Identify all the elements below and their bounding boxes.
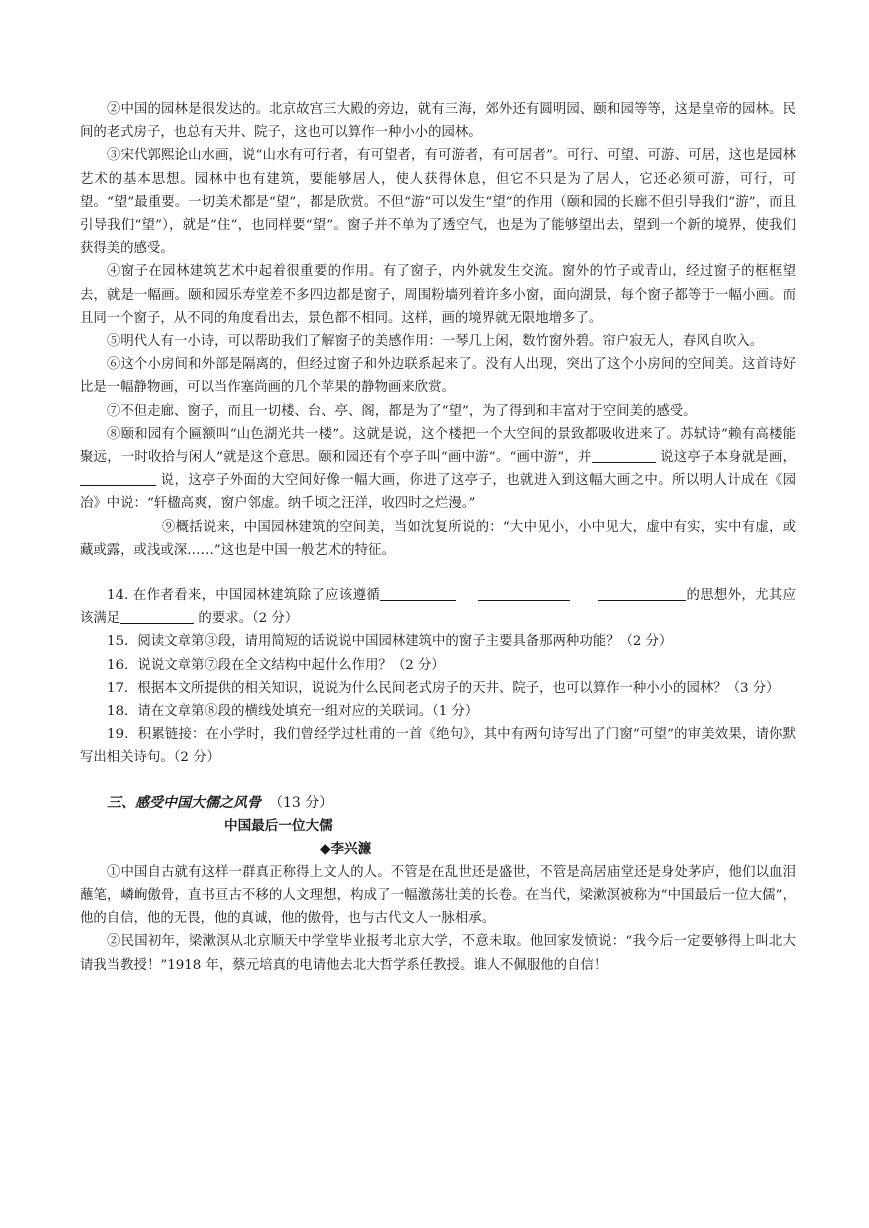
section-3-heading [80,792,796,815]
spacer [80,770,796,792]
answer-blank-q14-1[interactable] [380,586,456,601]
section-3-title: 三、感受中国大儒之风骨 [107,794,261,811]
fill-blank-conjunction-2[interactable] [80,471,156,486]
question-19: 19．积累链接：在小学时，我们曾经学过杜甫的一首《绝句》，其中有两句诗写出了门窗“可望”的审美效果，请你默写出相关诗句。（2 分） [80,727,796,766]
fill-blank-conjunction-1[interactable] [592,448,656,463]
question-14-part-2: 的思想外，尤其应该满足 [80,588,796,627]
exam-page [80,98,796,977]
passage-paragraph-3: ③宋代郭熙论山水画，说“山水有可行者，有可望者，有可游者，有可居者”。可行、可望、可游、可居，这也是园林艺术的基本思想。园林中也有建筑，要能够居人，使人获得休息，但它不只是为了居人，它还必须可游，可行，可望。“望”最重要。一切美术都是“望”，都是欣赏。不但“游”可以发生“望”的作用（颐和园的长廊不但引导我们“游”，而且引导我们“望”），就是“住”，也同样要“望”。窗子并不单为了透空气，也是为了能够望出去，望到一个新的境界，使我们获得美的感受。 [80,148,796,257]
question-14 [80,584,796,630]
answer-blank-q14-2[interactable] [478,586,570,601]
section-3-score: （13 分） [269,794,334,811]
passage-paragraph-6: ⑥这个小房间和外部是隔离的，但经过窗子和外边联系起来了。没有人出现，突出了这个小房间的空间美。这首诗好比是一幅静物画，可以当作塞尚画的几个苹果的静物画来欣赏。 [80,357,796,396]
question-14-part-3: 的要求。（2 分） [194,611,299,627]
question-17: 17．根据本文所提供的相关知识，说说为什么民间老式房子的天井、院子，也可以算作一种小小的园林？（3 分） [107,680,780,696]
article-paragraph-2: ②民国初年，梁漱溟从北京顺天中学堂毕业报考北京大学，不意未取。他回家发愤说：“我今后一定要够得上叫北大请我当教授！”1918 年，蔡元培真的电请他去北大哲学系任教授。谁人不佩服他的自信！ [80,934,796,973]
paragraph-8-part-1: ⑧颐和园有个匾额叫“山色湖光共一楼”。这就是说，这个楼把一个大空间的景致都吸收进来了。苏轼诗“赖有高楼能聚远，一时收拾与闲人”就是这个意思。颐和园还有个亭子叫“画中游”。“画中游”，并 [80,426,796,466]
article-paragraph-1: ①中国自古就有这样一群真正称得上文人的人。不管是在乱世还是盛世，不管是高居庙堂还是身处茅庐，他们以血泪蘸笔，嶙峋傲骨，直书亘古不移的人文理想，构成了一幅激荡壮美的长卷。在当代，梁漱溟被称为“中国最后一位大儒”，他的自信，他的无畏，他的真诚，他的傲骨，也与古代文人一脉相承。 [80,864,796,927]
answer-blank-q14-3[interactable] [598,586,686,601]
paragraph-8-part-2: 说这亭子本身就是画， [655,450,796,466]
passage-paragraph-2: ②中国的园林是很发达的。北京故宫三大殿的旁边，就有三海，郊外还有圆明园、颐和园等等，这是皇帝的园林。民间的老式房子，也总有天井、院子，这也可以算作一种小小的园林。 [80,102,796,141]
passage-paragraph-8 [80,423,796,516]
spacer [80,562,796,584]
passage-paragraph-4: ④窗子在园林建筑艺术中起着很重要的作用。有了窗子，内外就发生交流。窗外的竹子或青山，经过窗子的框框望去，就是一幅画。颐和园乐寿堂差不多四边都是窗子，周围粉墙列着许多小窗，面向湖景，每个窗子都等于一幅小画。而且同一个窗子，从不同的角度看出去，景色都不相同。这样，画的境界就无限地增多了。 [80,264,796,326]
paragraph-8-part-3: 说，这亭子外面的大空间好像一幅大画，你进了这亭子，也就进入到这幅大画之中。所以明人计成在《园冶》中说：“轩楹高爽，窗户邻虚。纳千顷之汪洋，收四时之烂漫。” [80,473,796,512]
passage-paragraph-5: ⑤明代人有一小诗，可以帮助我们了解窗子的美感作用：一琴几上闲，数竹窗外碧。帘户寂无人，春风自吹入。 [107,334,764,350]
passage-paragraph-7: ⑦不但走廊、窗子，而且一切楼、台、亭、阁，都是为了“望”，为了得到和丰富对于空间美的感受。 [107,403,697,419]
article-author: ◆李兴濂 [320,840,372,857]
article-title: 中国最后一位大儒 [224,817,333,834]
answer-blank-q14-4[interactable] [120,609,194,624]
question-18: 18．请在文章第⑧段的横线处填充一组对应的关联词。（1 分） [107,704,479,720]
question-15: 15．阅读文章第③段，请用简短的话说说中国园林建筑中的窗子主要具备那两种功能？（2 分） [107,634,673,650]
question-16: 16．说说文章第⑦段在全文结构中起什么作用？（2 分） [107,657,445,673]
question-14-part-1: 14. 在作者看来，中国园林建筑除了应该遵循 [107,588,381,604]
passage-paragraph-9: ⑨概括说来，中国园林建筑的空间美，当如沈复所说的：“大中见小，小中见大，虚中有实，实中有虚，或藏或露，或浅或深……”这也是中国一般艺术的特征。 [80,519,796,558]
